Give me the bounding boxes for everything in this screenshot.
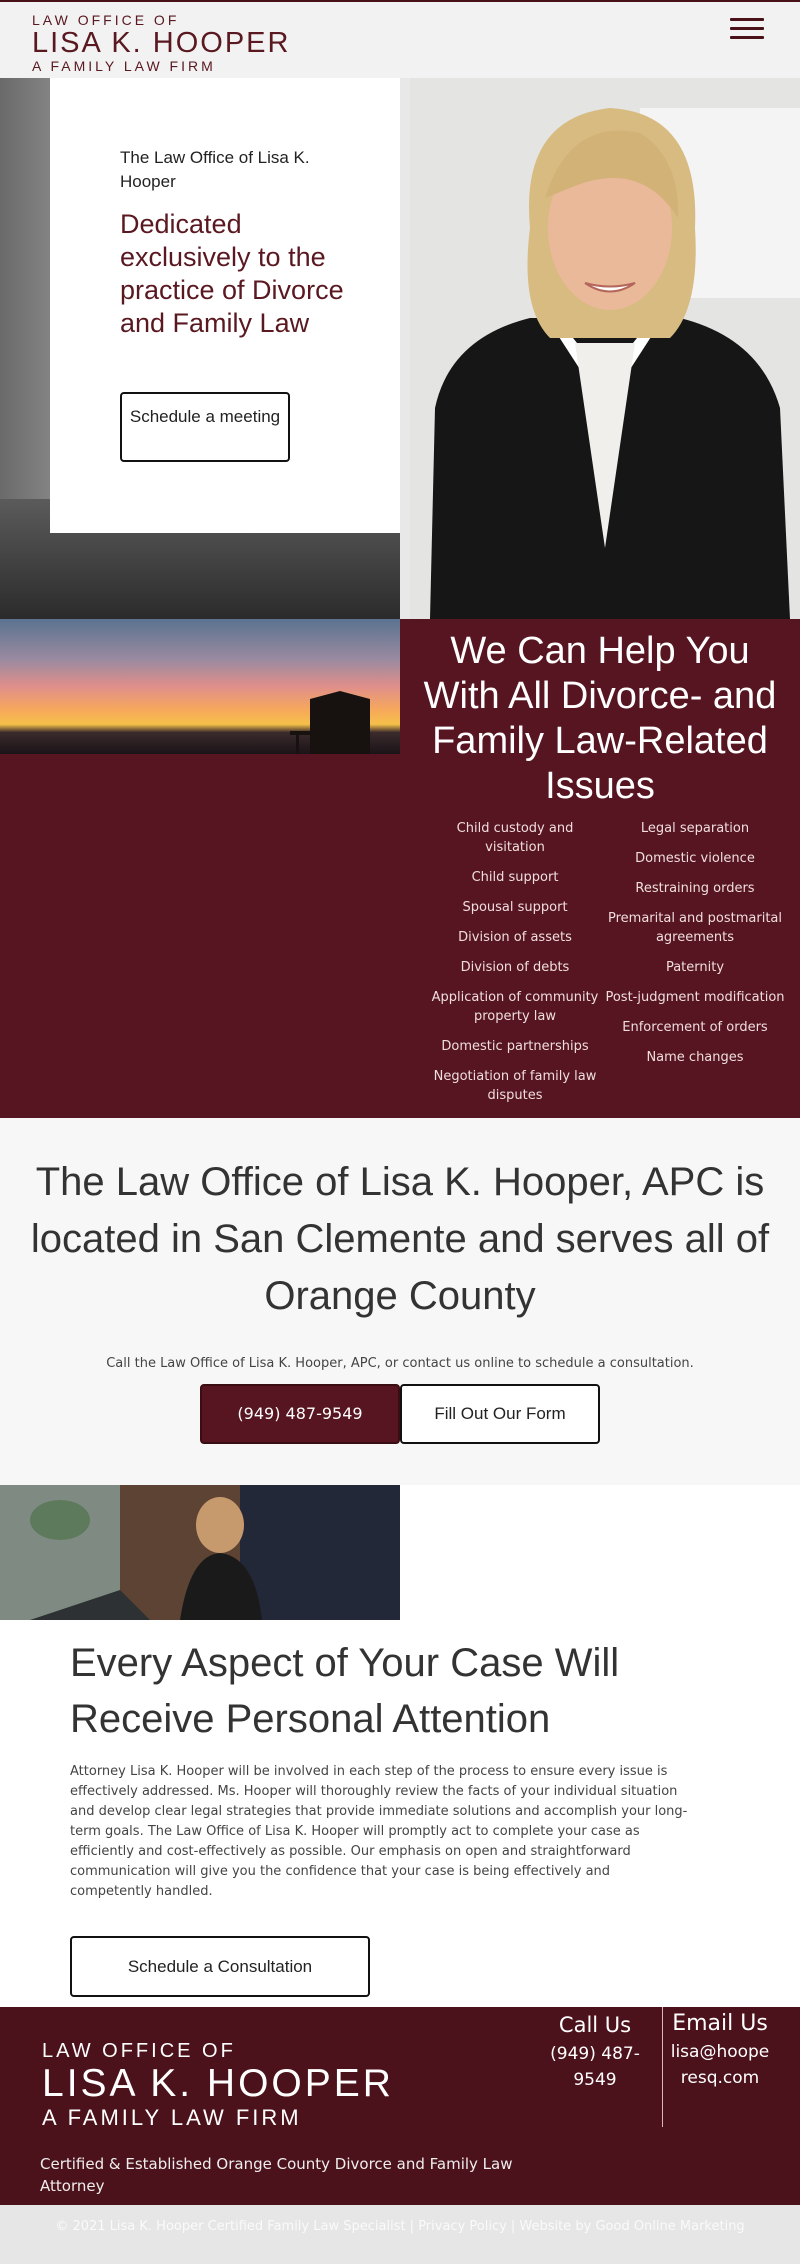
sunset-image bbox=[0, 619, 400, 754]
service-item: Premarital and postmarital agreements bbox=[608, 911, 782, 945]
attention-body: Attorney Lisa K. Hooper will be involved in each step of the process to ensure every issue is effectively addressed. Ms. Hooper will thoroughly review the facts of your individual situation and develop clear legal strategies that provide immediate solutions and accomplish your long-term goals. The Law Office of Lisa K. Hooper will promptly act to complete your case as efficiently and cost-effectively as possible. Our emphasis on open and straightforward communication will give you the confidence that your case is being effectively and competently handled. bbox=[70, 1764, 688, 1899]
attention-title: Every Aspect of Your Case Will Receive Personal Attention bbox=[70, 1641, 620, 1741]
schedule-consultation-button[interactable]: Schedule a Consultation bbox=[70, 1936, 370, 1997]
site-header bbox=[0, 0, 800, 78]
service-item: Spousal support bbox=[462, 900, 568, 915]
footer-divider bbox=[662, 2007, 663, 2127]
service-item: Legal separation bbox=[640, 821, 750, 836]
logo-line3: A FAMILY LAW FIRM bbox=[32, 58, 216, 74]
service-item: Name changes bbox=[646, 1050, 744, 1065]
hero-card bbox=[50, 78, 400, 533]
service-item: Negotiation of family law disputes bbox=[433, 1069, 597, 1103]
schedule-meeting-button[interactable]: Schedule a meeting bbox=[120, 392, 290, 462]
email-label: Email Us bbox=[672, 2011, 768, 2036]
copyright-text: © 2021 Lisa K. Hooper Certified Family Law Specialist | Privacy Policy | Website by Good Online Marketing bbox=[55, 2219, 745, 2234]
services-section bbox=[0, 619, 800, 1118]
service-item: Child support bbox=[471, 870, 559, 885]
footer-logo-line3: A FAMILY LAW FIRM bbox=[42, 2105, 302, 2130]
hero-kicker: The Law Office of Lisa K. Hooper bbox=[120, 148, 310, 191]
services-list-left bbox=[425, 819, 605, 1116]
footer-call bbox=[530, 2007, 660, 2093]
service-item: Child custody and visitation bbox=[456, 821, 574, 855]
attorney-portrait bbox=[410, 78, 800, 619]
logo-line1: LAW OFFICE OF bbox=[32, 12, 180, 28]
service-item: Enforcement of orders bbox=[622, 1020, 768, 1035]
attention-section bbox=[0, 1485, 800, 2007]
location-subtitle: Call the Law Office of Lisa K. Hooper, APC, or contact us online to schedule a consultation. bbox=[106, 1356, 694, 1371]
footer-logo-line2: LISA K. HOOPER bbox=[42, 2062, 394, 2105]
fill-form-button[interactable]: Fill Out Our Form bbox=[400, 1384, 600, 1444]
footer-logo[interactable] bbox=[42, 2039, 394, 2131]
call-phone-link[interactable]: (949) 487-9549 bbox=[550, 2044, 640, 2090]
hero-section bbox=[0, 78, 800, 619]
email-link[interactable]: lisa@hooperesq.com bbox=[670, 2042, 770, 2088]
services-title: We Can Help You With All Divorce- and Family Law-Related Issues bbox=[423, 630, 777, 807]
footer-email bbox=[670, 2007, 770, 2091]
footer-logo-line1: LAW OFFICE OF bbox=[42, 2040, 236, 2062]
service-item: Division of assets bbox=[458, 930, 572, 945]
hero-headline: Dedicated exclusively to the practice of Divorce and Family Law bbox=[120, 209, 344, 338]
location-title: The Law Office of Lisa K. Hooper, APC is located in San Clemente and serves all of Orange County bbox=[30, 1160, 770, 1318]
site-footer bbox=[0, 2007, 800, 2205]
office-meeting-image bbox=[0, 1485, 400, 1620]
copyright-bar bbox=[0, 2205, 800, 2264]
call-phone-button[interactable]: (949) 487-9549 bbox=[200, 1384, 400, 1444]
call-label: Call Us bbox=[558, 2013, 632, 2037]
services-list-right bbox=[605, 819, 785, 1078]
location-section bbox=[0, 1118, 800, 1485]
menu-icon[interactable] bbox=[730, 18, 764, 40]
service-item: Domestic violence bbox=[635, 851, 755, 866]
logo-line2: LISA K. HOOPER bbox=[32, 27, 291, 59]
service-item: Paternity bbox=[665, 960, 725, 975]
service-item: Application of community property law bbox=[431, 990, 599, 1024]
service-item: Post-judgment modification bbox=[605, 990, 785, 1005]
service-item: Restraining orders bbox=[635, 881, 755, 896]
service-item: Division of debts bbox=[460, 960, 570, 975]
footer-tagline: Certified & Established Orange County Divorce and Family Law Attorney bbox=[40, 2155, 513, 2195]
service-item: Domestic partnerships bbox=[441, 1039, 589, 1054]
site-logo[interactable] bbox=[32, 12, 290, 74]
